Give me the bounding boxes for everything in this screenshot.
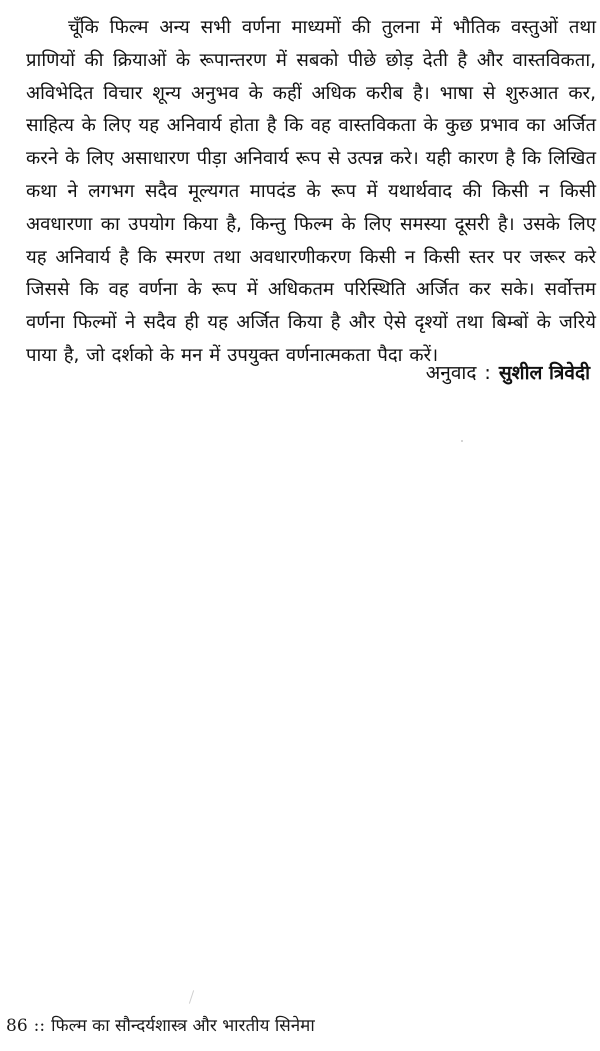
credit-separator: :: [484, 362, 491, 384]
paragraph-text: चूँकि फिल्म अन्य सभी वर्णना माध्यमों की तुलना में भौतिक वस्तुओं तथा प्राणियों की क्रियाओं के रूपान्तरण में सबको पीछे छोड़ देती है और वास्तविकता, अविभेदित विचार शून्य अनुभव के कहीं अधिक करीब है। भाषा से शुरुआत कर, साहित्य के लिए यह अनिवार्य होता है कि वह वास्तविकता के कुछ प्रभाव का अर्जित करने के लिए असाधारण पीड़ा अनिवार्य रूप से उत्पन्न करे। यही कारण है कि लिखित कथा ने लगभग सदैव मूल्यगत मापदंड के रूप में यथार्थवाद की किसी न किसी अवधारणा का उपयोग किया है, किन्तु फिल्म के लिए समस्या दूसरी है। उसके लिए यह अनिवार्य है कि स्मरण तथा अवधारणीकरण किसी न किसी स्तर पर जरूर करे जिससे कि वह वर्णना के रूप में अधिकतम परिस्थिति अर्जित कर सके। सर्वोत्तम वर्णना फिल्मों ने सदैव ही यह अर्जित किया है और ऐसे दृश्यों तथा बिम्बों के जरिये पाया है, जो दर्शको के मन में उपयुक्त वर्णनात्मकता पैदा करें।: [26, 17, 596, 366]
credit-label: अनुवाद: [425, 362, 477, 384]
running-book-title: फिल्म का सौन्दर्यशास्त्र और भारतीय सिनेमा: [51, 1016, 315, 1036]
scan-mark: [189, 990, 194, 1004]
translator-name: सुशील त्रिवेदी: [498, 362, 590, 384]
page-footer: [6, 1014, 315, 1038]
scan-speck: [461, 440, 463, 442]
translator-credit: [426, 358, 590, 388]
page-number: 86: [6, 1016, 28, 1036]
footer-separator: ::: [33, 1016, 46, 1036]
body-paragraph: [26, 12, 596, 373]
